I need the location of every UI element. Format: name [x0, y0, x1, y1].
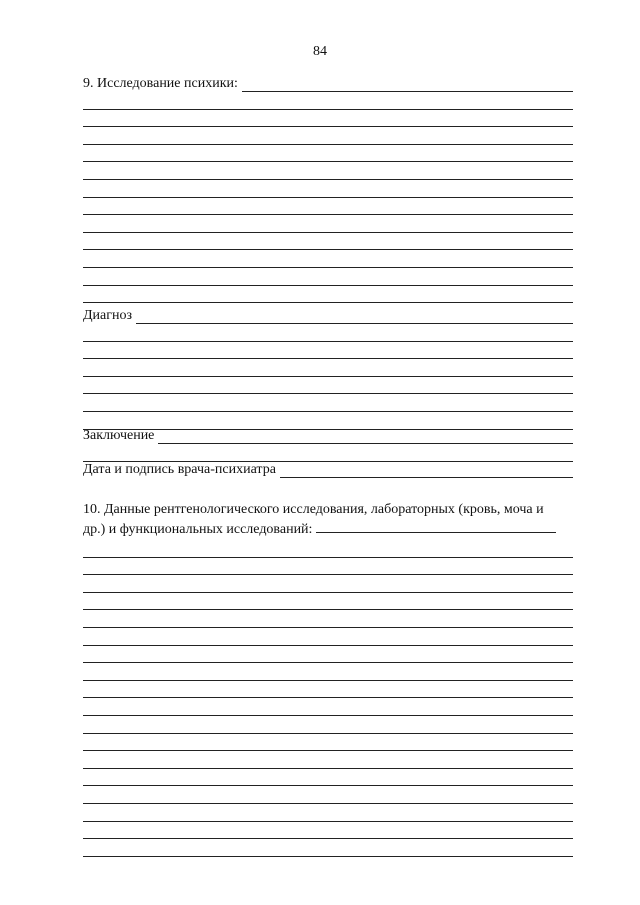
- psyche-exam-line[interactable]: [83, 268, 573, 286]
- section-9-psyche-exam: [83, 76, 573, 303]
- diagnosis-section: [83, 308, 573, 430]
- lab-data-line[interactable]: [83, 610, 573, 628]
- lab-data-line[interactable]: [83, 839, 573, 857]
- psyche-exam-line[interactable]: [83, 127, 573, 145]
- section-9-label: 9. Исследование психики:: [83, 76, 238, 91]
- psyche-exam-line[interactable]: [83, 180, 573, 198]
- psyche-exam-line[interactable]: [83, 286, 573, 304]
- conclusion-label: Заключение: [83, 428, 155, 443]
- diagnosis-lines: [83, 324, 573, 430]
- lab-data-line[interactable]: [83, 558, 573, 576]
- diagnosis-field[interactable]: [136, 309, 573, 324]
- conclusion-field[interactable]: [158, 429, 573, 444]
- lab-data-line[interactable]: [83, 769, 573, 787]
- diagnosis-line[interactable]: [83, 377, 573, 395]
- psyche-exam-line[interactable]: [83, 145, 573, 163]
- psyche-exam-line[interactable]: [83, 233, 573, 251]
- lab-data-line[interactable]: [83, 681, 573, 699]
- conclusion-section: [83, 428, 573, 462]
- lab-data-field[interactable]: [316, 520, 556, 533]
- section-10-label-line2: др.) и функциональных исследований:: [83, 522, 313, 537]
- psyche-exam-line[interactable]: [83, 198, 573, 216]
- psyche-exam-line[interactable]: [83, 92, 573, 110]
- lab-data-line[interactable]: [83, 646, 573, 664]
- diagnosis-line[interactable]: [83, 412, 573, 430]
- lab-data-line[interactable]: [83, 822, 573, 840]
- conclusion-line[interactable]: [83, 444, 573, 462]
- lab-data-line[interactable]: [83, 716, 573, 734]
- psyche-exam-lines: [83, 92, 573, 303]
- psyche-exam-line[interactable]: [83, 110, 573, 128]
- lab-data-line[interactable]: [83, 540, 573, 558]
- conclusion-lines: [83, 444, 573, 462]
- signature-section: [83, 462, 573, 478]
- lab-data-line[interactable]: [83, 734, 573, 752]
- section-10-lab-data: [83, 500, 573, 857]
- section-10-label-line1: 10. Данные рентгенологического исследования, лабораторных (кровь, моча и: [83, 502, 544, 517]
- diagnosis-line[interactable]: [83, 342, 573, 360]
- psyche-exam-line[interactable]: [83, 162, 573, 180]
- lab-data-line[interactable]: [83, 593, 573, 611]
- lab-data-line[interactable]: [83, 804, 573, 822]
- page-number: 84: [313, 44, 327, 59]
- diagnosis-line[interactable]: [83, 359, 573, 377]
- lab-data-line[interactable]: [83, 575, 573, 593]
- diagnosis-label: Диагноз: [83, 308, 133, 323]
- lab-data-lines: [83, 540, 573, 857]
- signature-label: Дата и подпись врача-психиатра: [83, 462, 276, 477]
- lab-data-line[interactable]: [83, 698, 573, 716]
- psyche-exam-field[interactable]: [242, 77, 573, 92]
- lab-data-line[interactable]: [83, 751, 573, 769]
- psyche-exam-line[interactable]: [83, 250, 573, 268]
- lab-data-line[interactable]: [83, 786, 573, 804]
- lab-data-line[interactable]: [83, 628, 573, 646]
- diagnosis-line[interactable]: [83, 324, 573, 342]
- diagnosis-line[interactable]: [83, 394, 573, 412]
- signature-field[interactable]: [280, 463, 573, 478]
- lab-data-line[interactable]: [83, 663, 573, 681]
- psyche-exam-line[interactable]: [83, 215, 573, 233]
